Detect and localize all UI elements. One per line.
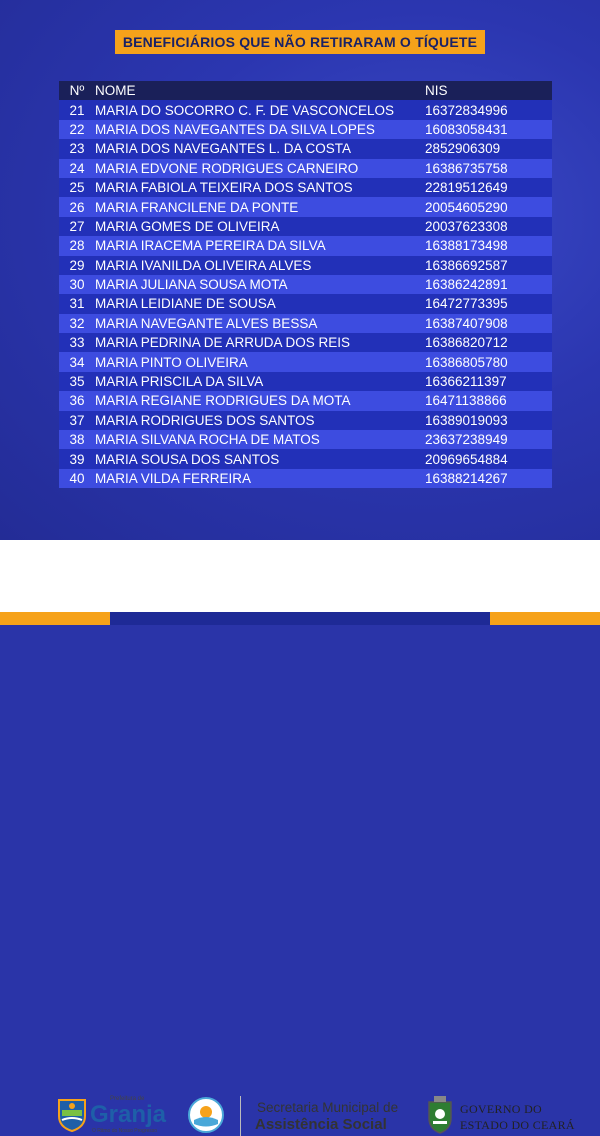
table-row: [59, 372, 552, 391]
secretaria-line1: Secretaria Municipal de: [257, 1100, 399, 1115]
row-name: MARIA FABIOLA TEIXEIRA DOS SANTOS: [95, 180, 353, 196]
table-row: [59, 449, 552, 468]
row-number: 36: [69, 393, 85, 409]
page-title: BENEFICIÁRIOS QUE NÃO RETIRARAM O TÍQUETE: [115, 30, 485, 54]
governo-line1: GOVERNO DO: [460, 1102, 542, 1116]
table-row: [59, 236, 552, 255]
table-row: [59, 275, 552, 294]
row-number: 37: [69, 412, 85, 428]
row-nis: 16386805780: [425, 354, 508, 370]
table-row: [59, 197, 552, 216]
row-name: MARIA EDVONE RODRIGUES CARNEIRO: [95, 160, 359, 176]
row-nis: 16386242891: [425, 277, 508, 293]
table-row: [59, 430, 552, 449]
sun-emblem-icon: [187, 1096, 225, 1134]
row-nis: 20054605290: [425, 199, 508, 215]
table-row: [59, 256, 552, 275]
row-nis: 16366211397: [425, 374, 507, 390]
row-number: 30: [69, 277, 85, 293]
row-nis: 16386820712: [425, 335, 508, 351]
row-nis: 16471138866: [425, 393, 507, 409]
row-number: 32: [69, 315, 85, 331]
row-name: MARIA DOS NAVEGANTES L. DA COSTA: [95, 141, 352, 157]
row-name: MARIA VILDA FERREIRA: [95, 471, 252, 486]
row-nis: 16386735758: [425, 160, 508, 176]
row-number: 21: [69, 102, 85, 118]
row-nis: 20969654884: [425, 451, 508, 467]
row-name: MARIA JULIANA SOUSA MOTA: [95, 277, 288, 293]
footer-divider: [240, 1096, 241, 1136]
row-number: 31: [69, 296, 85, 312]
row-name: MARIA FRANCILENE DA PONTE: [95, 199, 299, 215]
row-name: MARIA SOUSA DOS SANTOS: [95, 451, 280, 467]
row-number: 39: [69, 451, 85, 467]
granja-logo-text: Granja: [90, 1101, 167, 1128]
header-nis: NIS: [425, 83, 448, 99]
row-nis: 16372834996: [425, 102, 508, 118]
table-row: [59, 294, 552, 313]
row-number: 28: [69, 238, 85, 254]
row-nis: 20037623308: [425, 218, 508, 234]
footer-color-bar: [0, 612, 600, 625]
row-name: MARIA IRACEMA PEREIRA DA SILVA: [95, 238, 326, 254]
row-number: 38: [69, 432, 85, 448]
beneficiaries-table: [59, 81, 552, 488]
row-name: MARIA GOMES DE OLIVEIRA: [95, 218, 280, 234]
table-row: [59, 217, 552, 236]
secretaria-line2: Assistência Social: [255, 1116, 387, 1133]
row-name: MARIA DOS NAVEGANTES DA SILVA LOPES: [95, 121, 375, 137]
row-nis: 16472773395: [425, 296, 508, 312]
row-number: 26: [69, 199, 85, 215]
granja-crest-icon: [56, 1096, 88, 1132]
row-number: 27: [69, 218, 85, 234]
header-name: NOME: [95, 83, 136, 99]
table-row: [59, 178, 552, 197]
footer-accent-right: [490, 612, 600, 625]
governo-line2: ESTADO DO CEARÁ: [460, 1118, 575, 1132]
row-number: 23: [69, 141, 85, 157]
header-num: Nº: [69, 83, 85, 99]
row-name: MARIA IVANILDA OLIVEIRA ALVES: [95, 257, 312, 273]
table-row: [59, 469, 552, 488]
row-name: MARIA SILVANA ROCHA DE MATOS: [95, 432, 320, 448]
granja-slogan: O Ritmo do Nosso Progresso: [92, 1128, 158, 1134]
row-number: 25: [69, 180, 85, 196]
row-nis: 16083058431: [425, 121, 508, 137]
row-name: MARIA LEIDIANE DE SOUSA: [95, 296, 276, 312]
row-name: MARIA PRISCILA DA SILVA: [95, 374, 264, 390]
table-row: [59, 411, 552, 430]
row-number: 24: [69, 160, 85, 176]
row-name: MARIA REGIANE RODRIGUES DA MOTA: [95, 393, 351, 409]
granja-prefix: Prefeitura de: [110, 1096, 145, 1102]
row-nis: 16386692587: [425, 257, 508, 273]
table-header-row: [59, 81, 552, 100]
table-row: [59, 314, 552, 333]
footer-accent-left: [0, 612, 110, 625]
table-row: [59, 120, 552, 139]
row-name: MARIA RODRIGUES DOS SANTOS: [95, 412, 315, 428]
row-name: MARIA NAVEGANTE ALVES BESSA: [95, 315, 318, 331]
row-nis: 23637238949: [425, 432, 508, 448]
row-name: MARIA DO SOCORRO C. F. DE VASCONCELOS: [95, 102, 395, 118]
row-number: 29: [69, 257, 85, 273]
ceara-coat-of-arms-icon: [425, 1096, 455, 1134]
row-nis: 16389019093: [425, 412, 508, 428]
row-nis: 2852906309: [425, 141, 501, 157]
table-row: [59, 391, 552, 410]
row-number: 35: [69, 374, 85, 390]
row-number: 34: [69, 354, 85, 370]
table-row: [59, 352, 552, 371]
row-number: 40: [69, 471, 85, 486]
table-row: [59, 333, 552, 352]
row-nis: 16388214267: [425, 471, 508, 486]
row-name: MARIA PINTO OLIVEIRA: [95, 354, 248, 370]
table-row: [59, 159, 552, 178]
row-number: 33: [69, 335, 85, 351]
row-nis: 16388173498: [425, 238, 508, 254]
table-row: [59, 100, 552, 119]
row-nis: 22819512649: [425, 180, 508, 196]
row-number: 22: [69, 121, 85, 137]
row-nis: 16387407908: [425, 315, 508, 331]
row-name: MARIA PEDRINA DE ARRUDA DOS REIS: [95, 335, 351, 351]
table-row: [59, 139, 552, 158]
